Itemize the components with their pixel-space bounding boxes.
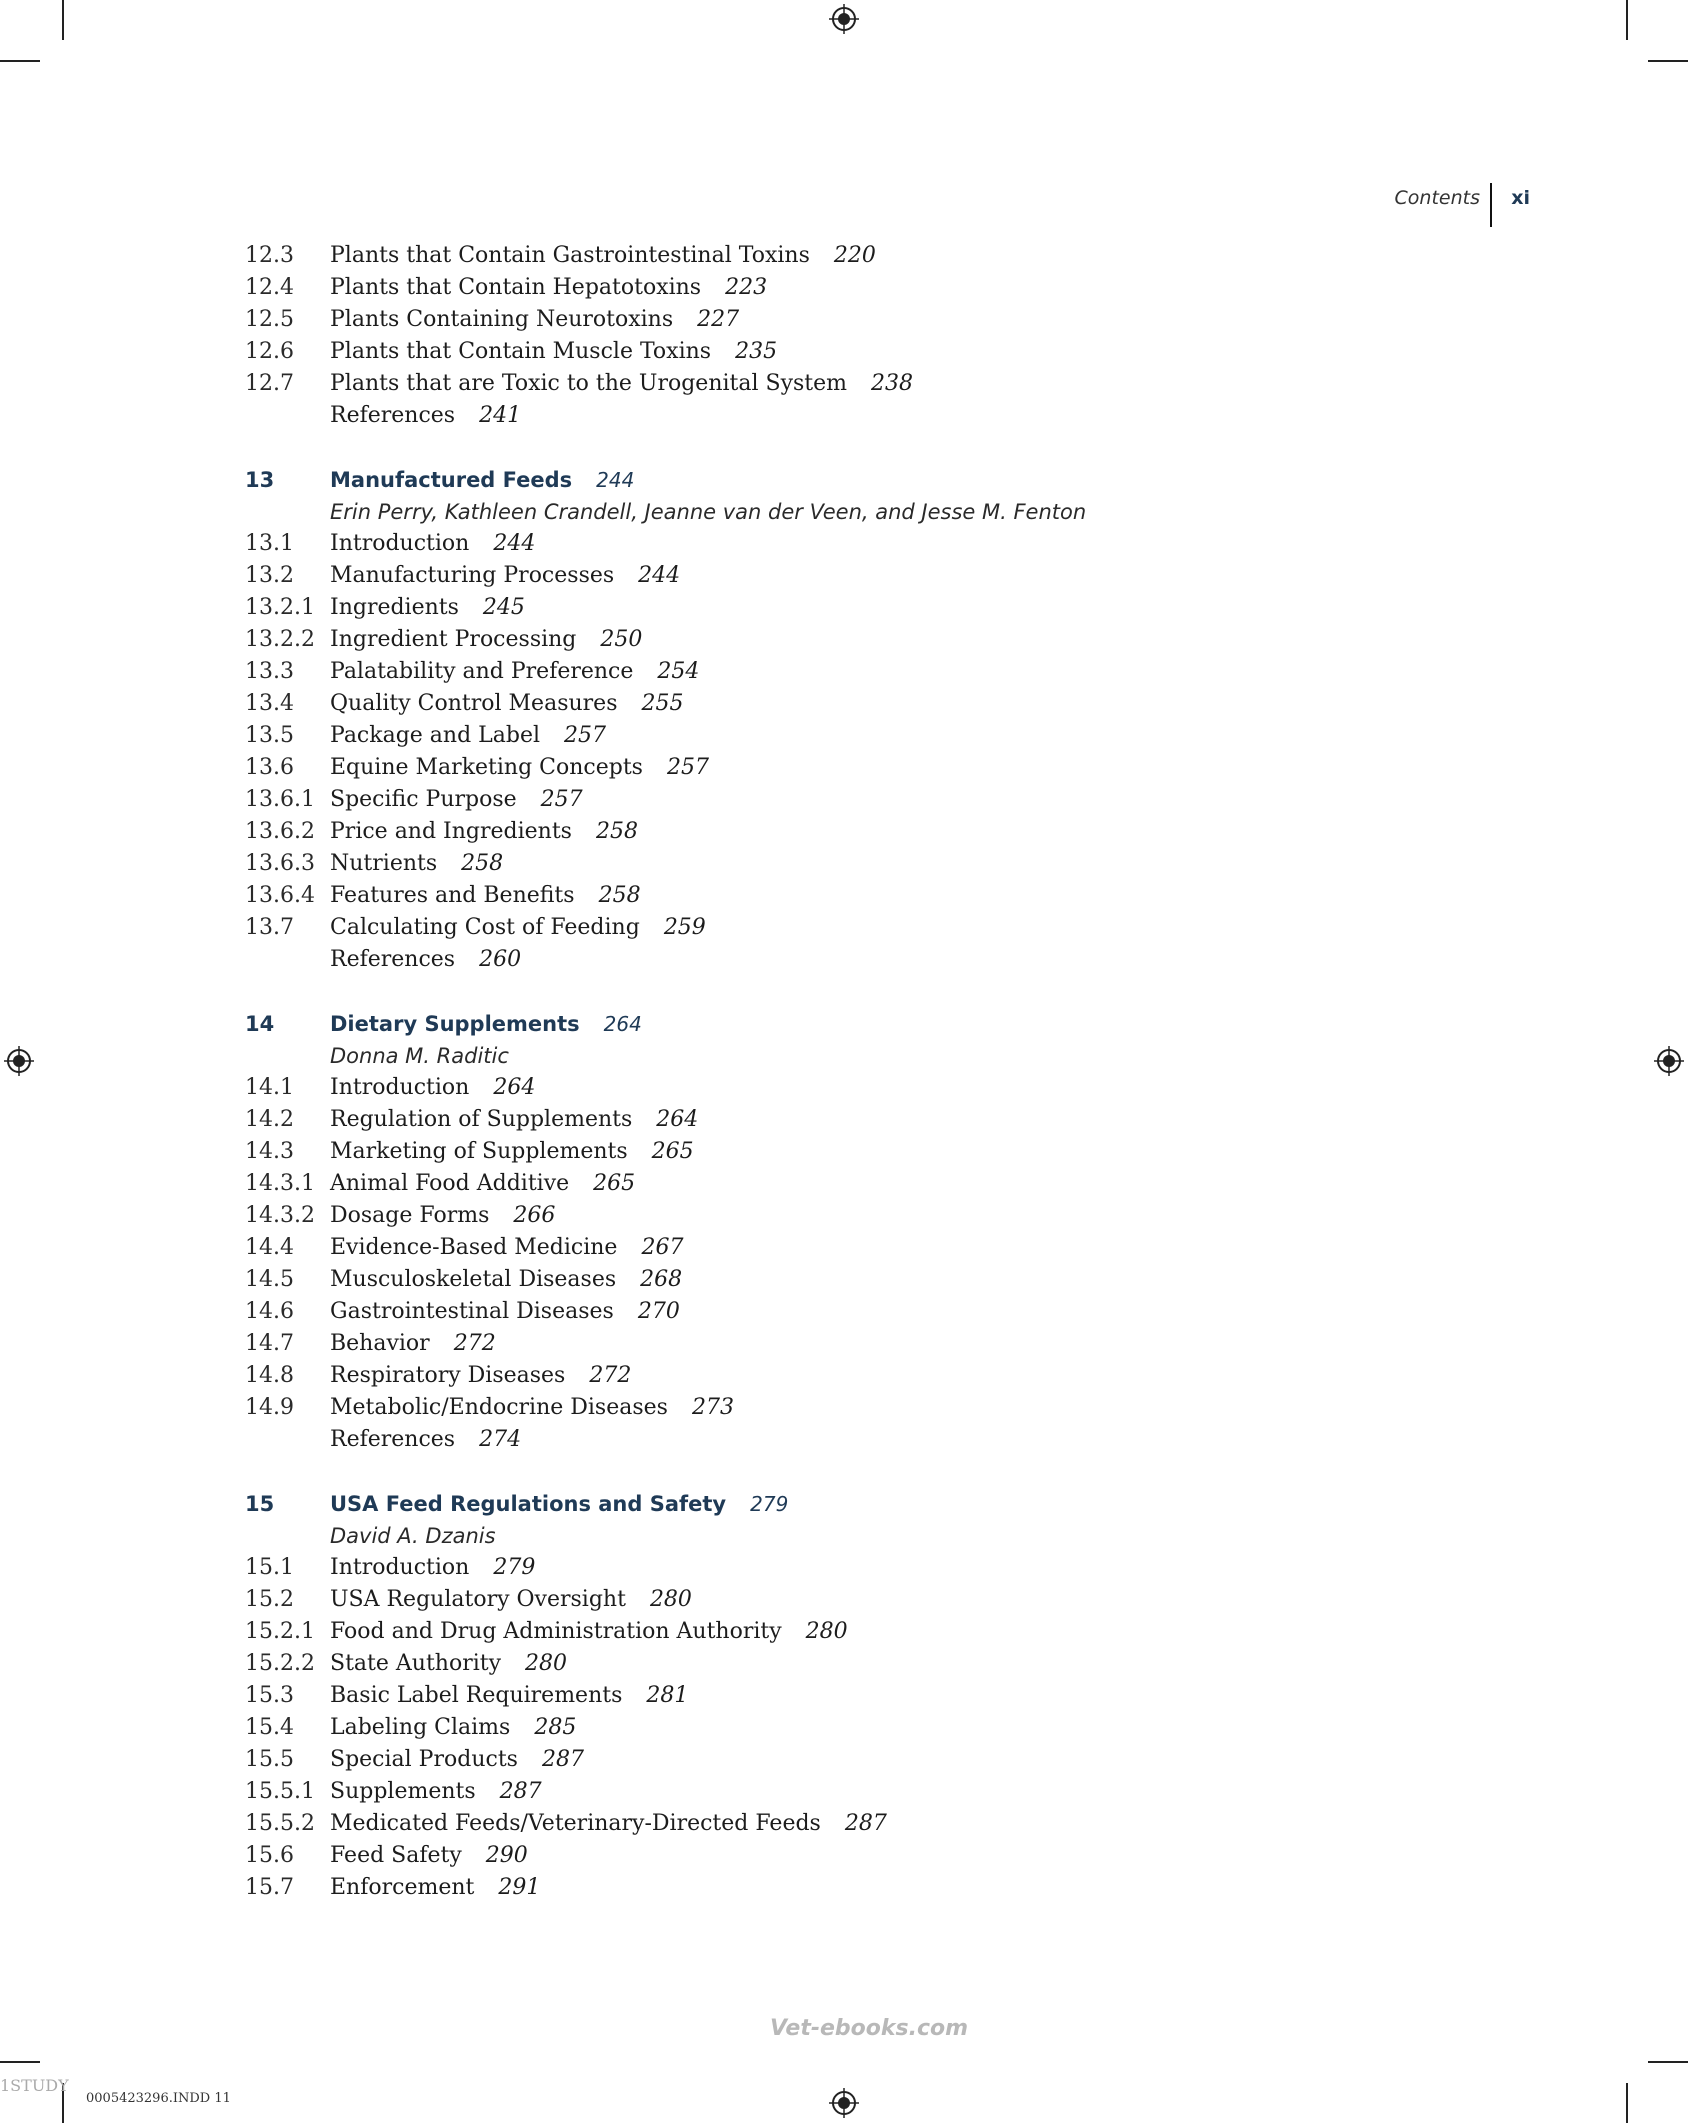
toc-entry-page: 238: [871, 371, 914, 396]
toc-entry-title: [330, 1104, 698, 1136]
toc-entry-number: 14.6: [245, 1299, 294, 1324]
toc-entry-page: 290: [485, 1843, 528, 1868]
toc-entry-title-text: Labeling Claims: [330, 1715, 511, 1740]
toc-entry-title: [330, 1360, 631, 1392]
toc-entry-title-text: Behavior: [330, 1331, 430, 1356]
toc-entry: [245, 1872, 1345, 1904]
toc-chapter-authors: [245, 1520, 1345, 1552]
toc-entry: [245, 1648, 1345, 1680]
toc-entry-title-text: USA Feed Regulations and Safety: [330, 1492, 727, 1516]
toc-entry: [245, 1360, 1345, 1392]
toc-entry: [245, 624, 1345, 656]
toc-entry-title-text: Quality Control Measures: [330, 691, 618, 716]
toc-entry-page: 287: [844, 1811, 887, 1836]
toc-entry: [245, 1744, 1345, 1776]
toc-entry-number: 13.6: [245, 755, 294, 780]
print-slug: 0005423296.INDD 11: [86, 2091, 231, 2106]
toc-entry-number: 12.4: [245, 275, 294, 300]
toc-entry-title: [330, 464, 634, 496]
toc-entry: [245, 1168, 1345, 1200]
toc-entry-title-text: Dietary Supplements: [330, 1012, 580, 1036]
toc-entry-page: 274: [479, 1427, 522, 1452]
toc-entry-page: 258: [461, 851, 504, 876]
toc-entry-number: 15.1: [245, 1555, 294, 1580]
registration-mark-icon: [829, 4, 859, 34]
toc-entry-title-text: Plants Containing Neurotoxins: [330, 307, 674, 332]
toc-entry-number: 14.4: [245, 1235, 294, 1260]
toc-entry: [245, 1680, 1345, 1712]
toc-entry-title: [330, 1328, 496, 1360]
toc-entry-page: 244: [596, 468, 635, 492]
toc-entry-title: [330, 720, 606, 752]
toc-entry-title-text: Manufactured Feeds: [330, 468, 573, 492]
toc-entry-number: 15: [245, 1492, 275, 1516]
toc-entry-title-text: Gastrointestinal Diseases: [330, 1299, 614, 1324]
toc-entry-title-text: Erin Perry, Kathleen Crandell, Jeanne van der Veen, and Jesse M. Fenton: [330, 500, 1087, 524]
toc-entry-title-text: Donna M. Raditic: [330, 1044, 509, 1068]
toc-entry-title-text: Nutrients: [330, 851, 438, 876]
crop-mark: [1648, 2061, 1688, 2063]
toc-entry-title-text: References: [330, 1427, 456, 1452]
toc-entry-page: 255: [641, 691, 684, 716]
toc-entry-page: 244: [638, 563, 681, 588]
toc-entry: [245, 560, 1345, 592]
toc-entry: [245, 1232, 1345, 1264]
toc-authors-text: [330, 496, 1086, 528]
toc-entry-title: [330, 304, 739, 336]
toc-entry-page: 266: [513, 1203, 556, 1228]
toc-entry-title-text: Musculoskeletal Diseases: [330, 1267, 617, 1292]
toc-entry-title: [330, 1168, 635, 1200]
toc-entry-number: 13.2.2: [245, 627, 315, 652]
toc-entry-number: 13.7: [245, 915, 294, 940]
toc-entry-number: 12.3: [245, 243, 294, 268]
toc-entry-title-text: Metabolic/Endocrine Diseases: [330, 1395, 668, 1420]
running-head-label: Contents: [1394, 187, 1480, 209]
toc-entry-number: 12.5: [245, 307, 294, 332]
toc-entry-title-text: Package and Label: [330, 723, 541, 748]
toc-entry: [245, 1296, 1345, 1328]
toc-entry: [245, 944, 1345, 976]
toc-entry-title: [330, 1776, 542, 1808]
toc-entry-title: [330, 560, 680, 592]
toc-entry-title: [330, 1584, 692, 1616]
toc-entry-title-text: Specific Purpose: [330, 787, 517, 812]
toc-entry-number: 14.9: [245, 1395, 294, 1420]
toc-entry-title: [330, 1232, 683, 1264]
toc-entry-page: 258: [595, 819, 638, 844]
toc-entry: [245, 368, 1345, 400]
toc-entry: [245, 880, 1345, 912]
toc-entry-number: 14.2: [245, 1107, 294, 1132]
toc-entry-title: [330, 816, 638, 848]
toc-entry-page: 265: [651, 1139, 694, 1164]
toc-entry: [245, 336, 1345, 368]
toc-entry-title: [330, 688, 683, 720]
toc-entry: [245, 1392, 1345, 1424]
toc-entry-number: 15.5: [245, 1747, 294, 1772]
toc-entry: [245, 784, 1345, 816]
toc-entry: [245, 272, 1345, 304]
toc-entry: [245, 1776, 1345, 1808]
toc-entry-title-text: Dosage Forms: [330, 1203, 490, 1228]
toc-entry-title-text: Equine Marketing Concepts: [330, 755, 643, 780]
toc-entry-number: 15.5.2: [245, 1811, 315, 1836]
toc-entry-title-text: References: [330, 947, 456, 972]
toc-entry-number: 14.1: [245, 1075, 294, 1100]
toc-entry-number: 13.6.3: [245, 851, 315, 876]
running-head: [1300, 183, 1530, 227]
watermark: Vet-ebooks.com: [770, 2016, 969, 2041]
registration-mark-icon: [4, 1046, 34, 1076]
toc-entry: [245, 720, 1345, 752]
toc-entry-page: 257: [540, 787, 583, 812]
toc-entry-title-text: Evidence-Based Medicine: [330, 1235, 618, 1260]
toc-entry-title: [330, 400, 521, 432]
toc-entry: [245, 1264, 1345, 1296]
toc-entry-title: [330, 592, 525, 624]
toc-entry-title-text: Introduction: [330, 1075, 470, 1100]
toc-entry-title: [330, 368, 913, 400]
toc-entry-page: 279: [493, 1555, 536, 1580]
crop-mark: [1648, 60, 1688, 62]
toc-entry-number: 13.6.2: [245, 819, 315, 844]
toc-entry-title-text: Price and Ingredients: [330, 819, 572, 844]
toc-entry-number: 14.3: [245, 1139, 294, 1164]
toc-entry: [245, 400, 1345, 432]
toc-entry-title: [330, 240, 876, 272]
toc-entry-page: 258: [598, 883, 641, 908]
toc-entry-number: 15.3: [245, 1683, 294, 1708]
toc-entry-page: 223: [725, 275, 768, 300]
toc-entry-title-text: Basic Label Requirements: [330, 1683, 623, 1708]
toc-entry-number: 13.4: [245, 691, 294, 716]
toc-entry-page: 254: [657, 659, 700, 684]
toc-entry: [245, 1424, 1345, 1456]
toc-entry-title-text: Special Products: [330, 1747, 518, 1772]
toc-entry-title: [330, 1744, 584, 1776]
toc-entry-number: 13.2.1: [245, 595, 315, 620]
toc-entry-page: 267: [641, 1235, 684, 1260]
crop-mark: [0, 2061, 40, 2063]
toc-entry: [245, 688, 1345, 720]
toc-entry: [245, 1136, 1345, 1168]
toc-entry-number: 14.3.2: [245, 1203, 315, 1228]
toc-chapter-heading: [245, 1488, 1345, 1520]
toc-entry-title-text: Animal Food Additive: [330, 1171, 570, 1196]
page-number: xi: [1511, 187, 1530, 209]
toc-entry-title: [330, 1648, 567, 1680]
toc-entry: [245, 1104, 1345, 1136]
toc-entry: [245, 912, 1345, 944]
toc-entry: [245, 656, 1345, 688]
toc-entry-page: 273: [691, 1395, 734, 1420]
toc-entry-number: 15.2.1: [245, 1619, 315, 1644]
toc-entry-title-text: Regulation of Supplements: [330, 1107, 633, 1132]
toc-entry-title: [330, 1200, 555, 1232]
toc-entry-title: [330, 1296, 680, 1328]
toc-entry-page: 287: [499, 1779, 542, 1804]
toc-entry-page: 285: [534, 1715, 577, 1740]
section-gap: [245, 1456, 1345, 1488]
toc-entry-title-text: Palatability and Preference: [330, 659, 634, 684]
toc-entry-title: [330, 752, 709, 784]
toc-entry-page: 260: [479, 947, 522, 972]
toc-entry-title-text: Plants that are Toxic to the Urogenital System: [330, 371, 848, 396]
toc-chapter-heading: [245, 464, 1345, 496]
toc-entry-title: [330, 1424, 521, 1456]
toc-entry-title: [330, 880, 641, 912]
crop-mark: [1626, 2083, 1628, 2123]
toc-entry-number: 12.6: [245, 339, 294, 364]
toc-entry: [245, 848, 1345, 880]
toc-entry-number: 14.3.1: [245, 1171, 315, 1196]
toc-entry: [245, 1840, 1345, 1872]
toc-entry-title-text: Enforcement: [330, 1875, 475, 1900]
toc-entry: [245, 1200, 1345, 1232]
toc-entry: [245, 1328, 1345, 1360]
toc-entry-title-text: State Authority: [330, 1651, 502, 1676]
toc-entry-number: 14.7: [245, 1331, 294, 1356]
toc-entry-page: 257: [564, 723, 607, 748]
toc-entry-page: 287: [541, 1747, 584, 1772]
toc-entry-page: 272: [453, 1331, 496, 1356]
toc-entry-title: [330, 1136, 694, 1168]
toc-entry-title: [330, 1616, 848, 1648]
toc-entry-title: [330, 1008, 642, 1040]
running-head-divider: [1490, 183, 1492, 227]
toc-entry-title: [330, 1680, 688, 1712]
toc-entry-title-text: David A. Dzanis: [330, 1524, 496, 1548]
toc-entry-title-text: Features and Benefits: [330, 883, 575, 908]
toc-entry-number: 13.6.4: [245, 883, 315, 908]
toc-entry-title: [330, 272, 767, 304]
toc-entry-page: 220: [833, 243, 876, 268]
toc-entry-page: 264: [603, 1012, 642, 1036]
side-tag: 1STUDY: [0, 2076, 69, 2095]
toc-entry-title: [330, 1872, 540, 1904]
crop-mark: [1626, 0, 1628, 40]
toc-entry: [245, 1616, 1345, 1648]
toc-entry: [245, 592, 1345, 624]
toc-entry-page: 291: [498, 1875, 541, 1900]
toc-entry-title: [330, 1552, 535, 1584]
toc-entry-title-text: Introduction: [330, 1555, 470, 1580]
toc-entry-number: 13.3: [245, 659, 294, 684]
section-gap: [245, 432, 1345, 464]
toc-entry: [245, 1808, 1345, 1840]
toc-entry-title-text: Marketing of Supplements: [330, 1139, 628, 1164]
toc-entry-title: [330, 656, 699, 688]
toc-entry-title-text: Calculating Cost of Feeding: [330, 915, 640, 940]
table-of-contents: [245, 240, 1345, 1904]
toc-entry-number: 15.6: [245, 1843, 294, 1868]
toc-entry-title: [330, 848, 503, 880]
registration-mark-icon: [829, 2088, 859, 2118]
toc-entry-number: 14.5: [245, 1267, 294, 1292]
crop-mark: [62, 0, 64, 40]
toc-entry-title-text: Manufacturing Processes: [330, 563, 615, 588]
toc-entry: [245, 1072, 1345, 1104]
toc-entry-page: 264: [493, 1075, 536, 1100]
toc-entry-number: 13.6.1: [245, 787, 315, 812]
toc-entry-title-text: Introduction: [330, 531, 470, 556]
toc-entry-page: 280: [805, 1619, 848, 1644]
toc-entry-number: 13: [245, 468, 275, 492]
toc-entry: [245, 528, 1345, 560]
toc-entry-title: [330, 336, 777, 368]
toc-entry-page: 235: [735, 339, 778, 364]
toc-entry-number: 15.2.2: [245, 1651, 315, 1676]
registration-mark-icon: [1654, 1046, 1684, 1076]
toc-entry-title: [330, 1712, 576, 1744]
toc-entry-page: 241: [479, 403, 522, 428]
toc-entry: [245, 752, 1345, 784]
toc-entry-page: 281: [646, 1683, 689, 1708]
toc-entry-page: 280: [525, 1651, 568, 1676]
toc-entry-title-text: Plants that Contain Hepatotoxins: [330, 275, 702, 300]
toc-entry-page: 227: [697, 307, 740, 332]
toc-entry-page: 250: [600, 627, 643, 652]
section-gap: [245, 976, 1345, 1008]
toc-entry-page: 279: [750, 1492, 789, 1516]
toc-entry-page: 272: [589, 1363, 632, 1388]
toc-entry-title-text: Medicated Feeds/Veterinary-Directed Feeds: [330, 1811, 821, 1836]
toc-entry-title-text: USA Regulatory Oversight: [330, 1587, 626, 1612]
toc-entry-title-text: References: [330, 403, 456, 428]
crop-mark: [0, 60, 40, 62]
toc-entry-title: [330, 1264, 682, 1296]
toc-chapter-authors: [245, 1040, 1345, 1072]
toc-entry-title: [330, 1072, 535, 1104]
toc-entry-title-text: Plants that Contain Gastrointestinal Toxins: [330, 243, 810, 268]
toc-entry-page: 265: [593, 1171, 636, 1196]
toc-entry-title: [330, 528, 535, 560]
toc-entry-title: [330, 784, 583, 816]
toc-entry-page: 270: [637, 1299, 680, 1324]
toc-entry-title: [330, 944, 521, 976]
toc-entry: [245, 816, 1345, 848]
toc-entry: [245, 1712, 1345, 1744]
toc-entry-number: 15.5.1: [245, 1779, 315, 1804]
toc-entry-page: 244: [493, 531, 536, 556]
toc-entry-page: 257: [666, 755, 709, 780]
toc-chapter-heading: [245, 1008, 1345, 1040]
toc-entry-title: [330, 912, 706, 944]
toc-authors-text: [330, 1040, 509, 1072]
toc-entry-number: 15.2: [245, 1587, 294, 1612]
toc-entry-title-text: Ingredients: [330, 595, 459, 620]
toc-entry-number: 14: [245, 1012, 275, 1036]
toc-entry-page: 268: [640, 1267, 683, 1292]
toc-entry: [245, 1584, 1345, 1616]
toc-entry-number: 15.4: [245, 1715, 294, 1740]
toc-entry: [245, 240, 1345, 272]
toc-entry-title: [330, 1392, 734, 1424]
toc-entry: [245, 1552, 1345, 1584]
toc-entry-number: 12.7: [245, 371, 294, 396]
toc-entry-title-text: Ingredient Processing: [330, 627, 577, 652]
toc-entry-page: 259: [663, 915, 706, 940]
toc-entry-page: 280: [649, 1587, 692, 1612]
toc-entry-number: 13.5: [245, 723, 294, 748]
toc-entry-page: 245: [482, 595, 525, 620]
toc-entry-title: [330, 1808, 887, 1840]
toc-entry-number: 15.7: [245, 1875, 294, 1900]
toc-authors-text: [330, 1520, 496, 1552]
toc-entry-number: 13.2: [245, 563, 294, 588]
toc-entry: [245, 304, 1345, 336]
toc-entry-title: [330, 624, 642, 656]
toc-entry-number: 13.1: [245, 531, 294, 556]
toc-entry-number: 14.8: [245, 1363, 294, 1388]
toc-entry-title: [330, 1488, 788, 1520]
toc-entry-title-text: Food and Drug Administration Authority: [330, 1619, 782, 1644]
toc-entry-title-text: Plants that Contain Muscle Toxins: [330, 339, 712, 364]
toc-entry-page: 264: [656, 1107, 699, 1132]
toc-chapter-authors: [245, 496, 1345, 528]
toc-entry-title-text: Feed Safety: [330, 1843, 462, 1868]
toc-entry-title: [330, 1840, 528, 1872]
toc-entry-title-text: Respiratory Diseases: [330, 1363, 566, 1388]
toc-entry-title-text: Supplements: [330, 1779, 476, 1804]
